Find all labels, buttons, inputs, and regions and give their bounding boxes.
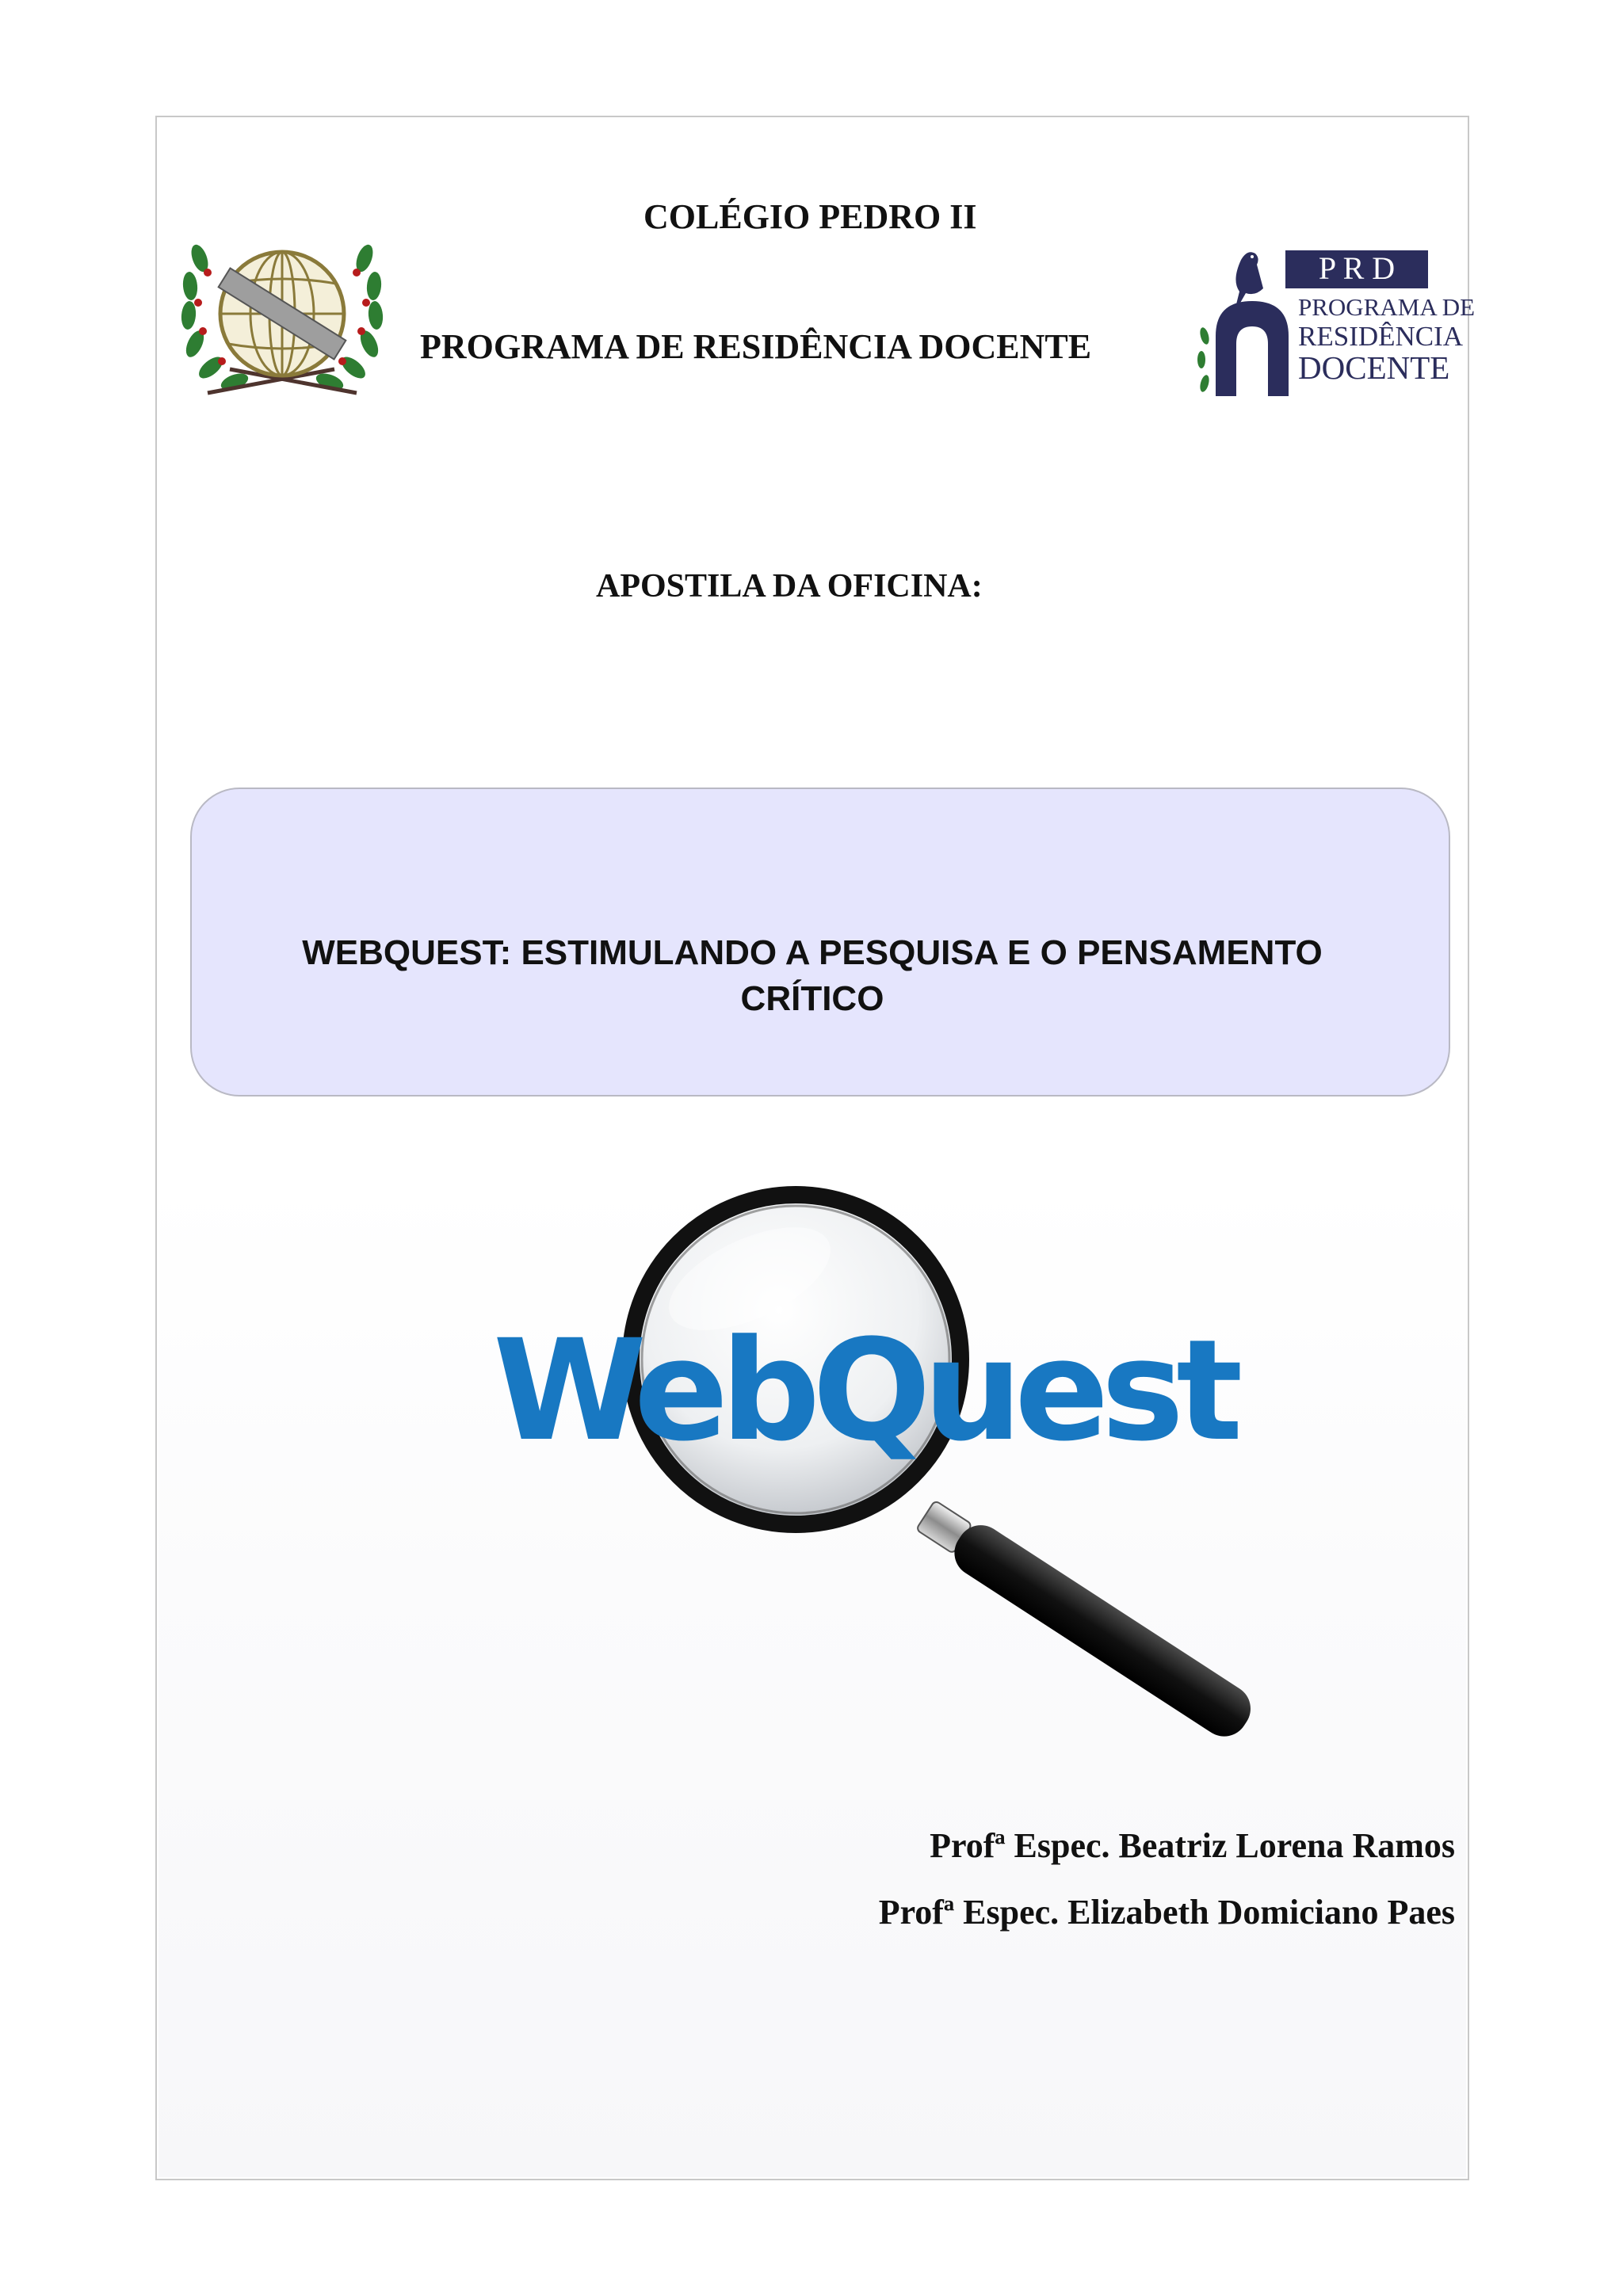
workshop-title	[192, 930, 1449, 1022]
author-2: Profª Espec. Elizabeth Domiciano Paes	[878, 1893, 1455, 1932]
document-page	[155, 116, 1469, 2180]
prd-line2-text: RESIDÊNCIA	[1298, 321, 1464, 352]
prd-line1-text: PROGRAMA DE	[1298, 293, 1476, 321]
workshop-title-line-2: CRÍTICO	[740, 979, 884, 1018]
magnifying-glass-icon	[472, 1184, 1384, 1722]
prd-line3-text: DOCENTE	[1298, 349, 1450, 386]
prd-acronym-text: P R D	[1318, 250, 1396, 286]
prd-logo-icon	[1192, 241, 1476, 399]
webquest-word-text: WebQuest	[493, 1310, 1235, 1472]
author-1: Profª Espec. Beatriz Lorena Ramos	[930, 1826, 1455, 1865]
workshop-subtitle: APOSTILA DA OFICINA:	[596, 568, 983, 605]
institution-name: COLÉGIO PEDRO II	[643, 197, 977, 236]
workshop-title-line-1: WEBQUEST: ESTIMULANDO A PESQUISA E O PENSAMENTO	[302, 933, 1323, 972]
program-name: PROGRAMA DE RESIDÊNCIA DOCENTE	[420, 327, 1092, 366]
title-box	[190, 788, 1450, 1097]
colegio-pedro-ii-emblem-icon	[176, 227, 388, 409]
